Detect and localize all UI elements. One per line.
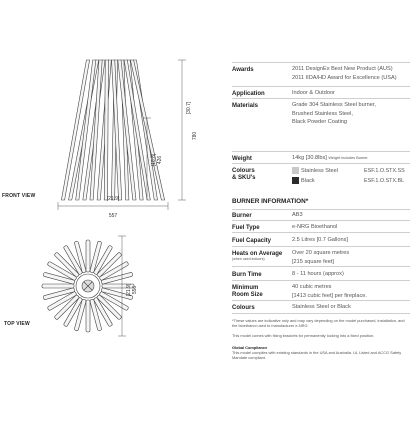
award-1: 2011 DesignEx Best New Product (AUS) — [292, 66, 393, 72]
material-3: Black Powder Coating — [292, 119, 348, 125]
burner-value: AB3 — [292, 212, 303, 218]
fuel-capacity-row — [232, 232, 410, 247]
dim-top-depth-mm: 556 — [132, 285, 138, 295]
awards-value — [292, 65, 410, 82]
compliance-title: Global Compliance — [232, 345, 268, 350]
sku-name-stainless: Stainless Steel — [301, 168, 339, 174]
front-view-label: FRONT VIEW — [2, 193, 36, 199]
heats-row — [232, 246, 410, 267]
weight-value — [292, 154, 410, 163]
sku-code-black: ESF.1.O.STX.BL — [364, 178, 405, 184]
fixing-note: This model comes with fixing brackets for permanently locking into a fixed position. — [232, 333, 375, 338]
colours-label-line2: & SKU's — [232, 175, 256, 181]
weight-amount: 14kg [30.8lbs] — [292, 155, 327, 161]
heats-value-1: Over 20 square metres — [292, 250, 350, 256]
weight-note: Weight includes Burner. — [328, 156, 369, 160]
top-view-drawing — [42, 240, 134, 332]
materials-value — [292, 101, 410, 127]
fuel-type-value: e-NRG Bioethanol — [292, 224, 338, 230]
award-2: 2011 IIDA/HD Award for Excellence (USA) — [292, 74, 397, 81]
awards-label: Awards — [232, 67, 254, 73]
burner-label: Burner — [232, 213, 252, 219]
application-value: Indoor & Outdoor — [292, 90, 335, 96]
burner-colours-row — [232, 300, 410, 313]
dim-height-inner-mm: 426 — [157, 155, 163, 165]
sku-name-black: Black — [301, 178, 315, 184]
application-label: Application — [232, 91, 265, 97]
fuel-capacity-label: Fuel Capacity — [232, 238, 272, 244]
slat — [104, 60, 108, 200]
spec-panel — [228, 0, 416, 416]
dim-height-total-mm: 780 — [192, 131, 198, 141]
heats-value-2: [215 square feet] — [292, 258, 334, 265]
sku-list — [292, 167, 410, 187]
stainless-swatch — [292, 167, 299, 174]
burner-colours-label: Colours — [232, 305, 255, 311]
min-room-row — [232, 280, 410, 301]
burner-colours-value: Stainless Steel or Black — [292, 304, 351, 310]
material-1: Grade 304 Stainless Steel burner, — [292, 102, 376, 108]
burn-time-row — [232, 266, 410, 281]
black-swatch — [292, 177, 299, 184]
colours-label-line1: Colours — [232, 168, 255, 174]
min-room-value-1: 40 cubic metres — [292, 284, 332, 290]
heats-label-text: Heats on Average — [232, 251, 283, 257]
materials-row — [232, 98, 410, 129]
burn-time-value: 8 - 11 hours (approx) — [292, 271, 344, 277]
sku-code-stainless: ESF.1.O.STX.SS — [364, 168, 405, 174]
top-slat — [86, 300, 90, 332]
height-dimension — [143, 60, 186, 200]
compliance-note — [232, 345, 408, 361]
dim-height-total: [30.7] — [186, 101, 192, 115]
sku-item-stainless — [292, 167, 410, 177]
heats-label — [232, 251, 282, 261]
compliance-text: This model complies with existing standards in the USA and Australia. UL Listed and ACCG Safety Mandate compliant. — [232, 350, 402, 361]
top-slat — [42, 284, 74, 288]
min-room-label-1: Minimum — [232, 285, 259, 291]
fuel-type-label: Fuel Type — [232, 225, 260, 231]
min-room-value — [292, 283, 410, 300]
dim-front-width-mm: 557 — [108, 213, 118, 219]
min-room-label-2: Room Size — [232, 292, 263, 298]
divider — [232, 313, 410, 314]
top-slat — [86, 240, 90, 272]
top-view-label: TOP VIEW — [4, 321, 30, 327]
materials-label: Materials — [232, 103, 259, 109]
colours-skus-label — [232, 168, 255, 182]
awards-row — [232, 62, 410, 87]
heats-value — [292, 249, 410, 266]
front-width-dimension — [58, 202, 168, 210]
front-view-drawing — [61, 60, 164, 200]
weight-label: Weight — [232, 156, 252, 162]
material-2: Brushed Stainless Steel, — [292, 110, 353, 117]
min-room-label — [232, 285, 263, 299]
sku-item-black — [292, 177, 410, 187]
colours-skus-row — [232, 163, 410, 190]
dim-height-inner: [16.8] — [151, 153, 157, 167]
min-room-value-2: [1413 cubic feet] per fireplace. — [292, 292, 367, 299]
dim-top-depth: [21.9] — [126, 283, 132, 297]
disclaimer-note: *These values are indicative only and may vary depending on the model purchased, installation, and the bioethanol used to manufacturer e-NRG. — [232, 318, 405, 329]
dim-front-width: [21.9] — [106, 196, 120, 202]
fuel-capacity-value: 2.5 Litres [0.7 Gallons] — [292, 237, 348, 243]
heats-label-sub: (when used indoors) — [232, 257, 265, 261]
burner-info-title: BURNER INFORMATION* — [232, 198, 309, 205]
burn-time-label: Burn Time — [232, 272, 262, 278]
